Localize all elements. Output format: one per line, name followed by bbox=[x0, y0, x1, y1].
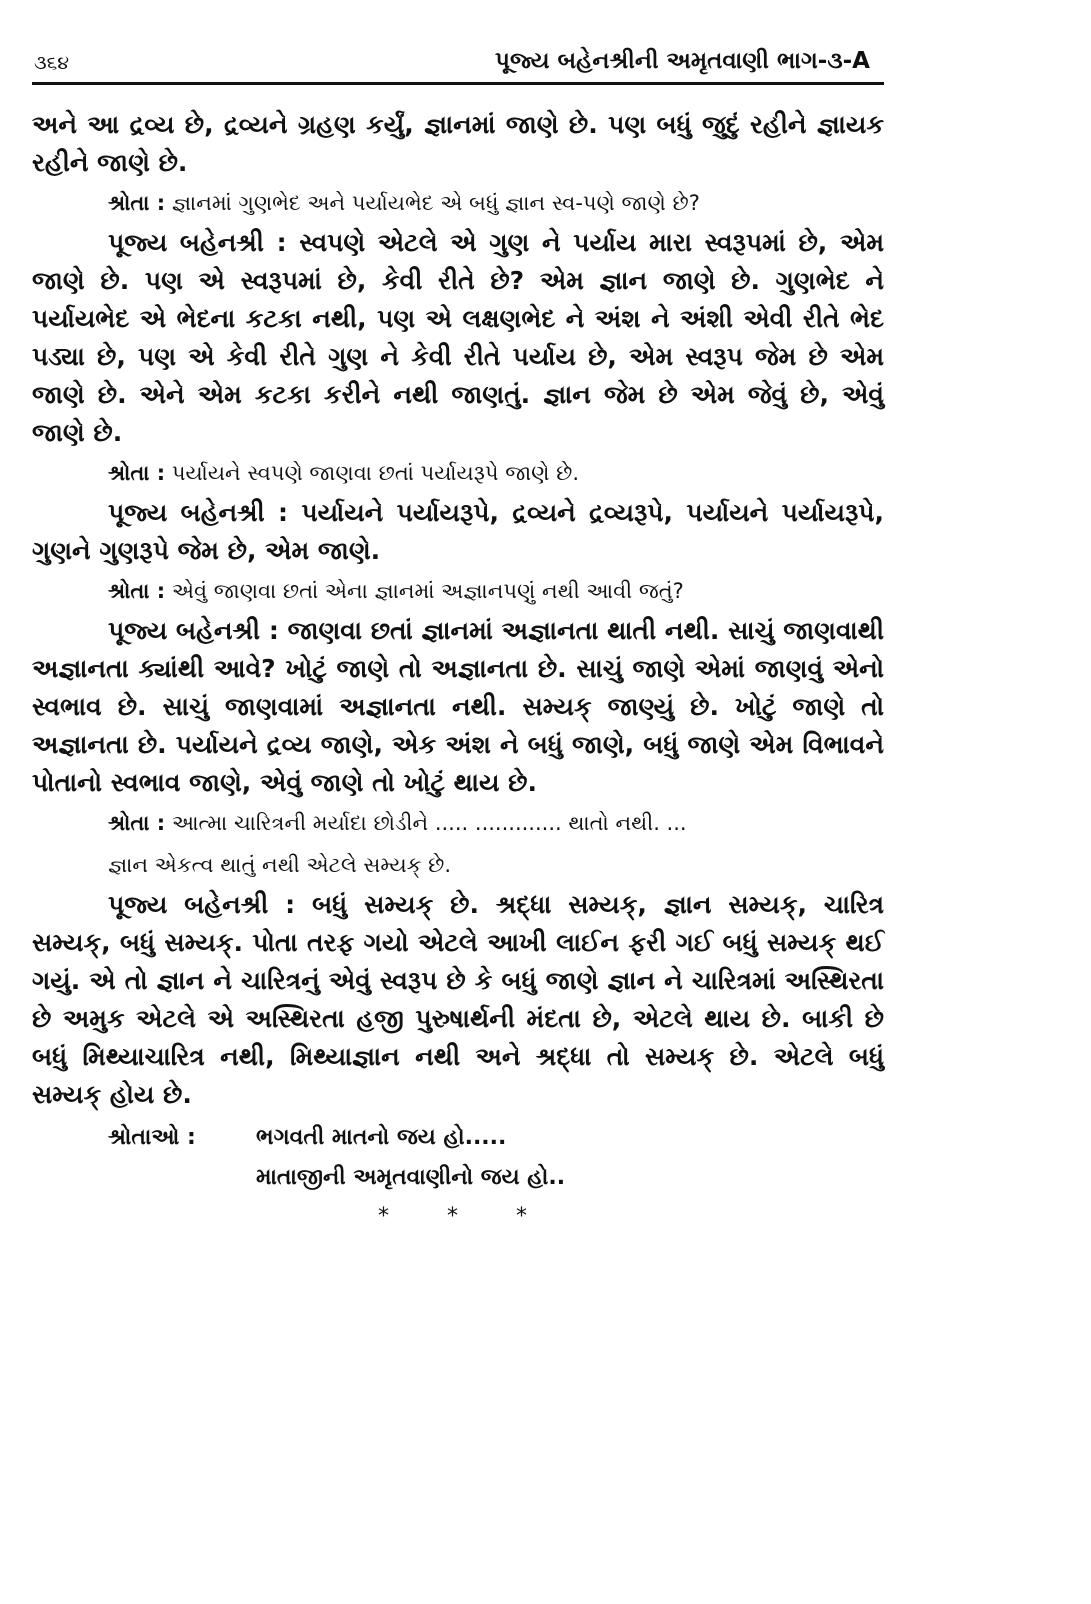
asterisk: * bbox=[378, 1204, 389, 1229]
asterisk: * bbox=[516, 1204, 527, 1229]
listener-question-continuation: જ્ઞાન એકત્વ થાતું નથી એટલે સમ્યક્ છે. bbox=[108, 853, 452, 877]
speaker-label: પૂજ્ય બહેનશ્રી : bbox=[108, 616, 279, 645]
running-title: પૂજ્ય બહેનશ્રીની અમૃતવાણી ભાગ-૩-A bbox=[495, 48, 870, 74]
listener-question: શ્રોતા : પર્યાયને સ્વપણે જાણવા છતાં પર્યાયરૂપે જાણે છે. bbox=[108, 461, 580, 485]
section-separator bbox=[32, 1204, 884, 1229]
closing-chant bbox=[32, 1118, 884, 1198]
closing-line: ભગવતી માતનો જય હો..... bbox=[256, 1125, 507, 1150]
speaker-label: શ્રોતાઓ : bbox=[108, 1125, 196, 1150]
speaker-label: શ્રોતા : bbox=[108, 579, 166, 603]
body-text bbox=[32, 106, 884, 1229]
bahenshri-answer: પૂજ્ય બહેનશ્રી : જાણવા છતાં જ્ઞાનમાં અજ્ઞાનતા થાતી નથી. સાચું જાણવાથી અજ્ઞાનતા ક્યાંથી આવે? ખોટું જાણે તો અજ્ઞાનતા છે. સાચું જાણે એમાં જાણવું એનો સ્વભાવ છે. સાચું જાણવામાં અજ્ઞાનતા નથી. સમ્યક્ જાણ્યું છે. ખોટું જાણે તો અજ્ઞાનતા છે. પર્યાયને દ્રવ્ય જાણે, એક અંશ ને બધું જાણે, બધું જાણે એમ વિભાવને પોતાનો સ્વભાવ જાણે, એવું જાણે તો ખોટું થાય છે. bbox=[32, 616, 884, 797]
page-number: ૩૬૪ bbox=[34, 52, 70, 74]
paragraph-continuation: અને આ દ્રવ્ય છે, દ્રવ્યને ગ્રહણ કર્યું, જ્ઞાનમાં જાણે છે. પણ બધું જુદું રહીને જ્ઞાયક રહીને જાણે છે. bbox=[32, 110, 884, 177]
speaker-label: શ્રોતા : bbox=[108, 461, 166, 485]
listener-question: શ્રોતા : જ્ઞાનમાં ગુણભેદ અને પર્યાયભેદ એ બધું જ્ઞાન સ્વ-પણે જાણે છે? bbox=[108, 191, 700, 215]
speaker-label: પૂજ્ય બહેનશ્રી : bbox=[108, 498, 289, 527]
page-header bbox=[32, 48, 884, 85]
speaker-label: પૂજ્ય બહેનશ્રી : bbox=[108, 890, 296, 919]
listener-question: શ્રોતા : એવું જાણવા છતાં એના જ્ઞાનમાં અજ્ઞાનપણું નથી આવી જતું? bbox=[108, 579, 684, 603]
bahenshri-answer: પૂજ્ય બહેનશ્રી : સ્વપણે એટલે એ ગુણ ને પર્યાય મારા સ્વરૂપમાં છે, એમ જાણે છે. પણ એ સ્વરૂપમાં છે, કેવી રીતે છે? એમ જ્ઞાન જાણે છે. ગુણભેદ ને પર્યાયભેદ એ ભેદના કટકા નથી, પણ એ લક્ષણભેદ ને અંશ ને અંશી એવી રીતે ભેદ પડ્યા છે, પણ એ કેવી રીતે ગુણ ને કેવી રીતે પર્યાય છે, એમ સ્વરૂપ જેમ છે એમ જાણે છે. એને એમ કટકા કરીને નથી જાણતું. જ્ઞાન જેમ છે એમ જેવું છે, એવું જાણે છે. bbox=[32, 228, 884, 447]
closing-line: માતાજીની અમૃતવાણીનો જય હો.. bbox=[256, 1165, 566, 1190]
speaker-label: શ્રોતા : bbox=[108, 191, 166, 215]
asterisk: * bbox=[447, 1204, 458, 1229]
speaker-label: પૂજ્ય બહેનશ્રી : bbox=[108, 228, 287, 257]
speaker-label: શ્રોતા : bbox=[108, 811, 166, 835]
bahenshri-answer: પૂજ્ય બહેનશ્રી : પર્યાયને પર્યાયરૂપે, દ્રવ્યને દ્રવ્યરૂપે, પર્યાયને પર્યાયરૂપે, ગુણને ગુણરૂપે જેમ છે, એમ જાણે. bbox=[32, 498, 884, 565]
bahenshri-answer: પૂજ્ય બહેનશ્રી : બધું સમ્યક્ છે. શ્રદ્ધા સમ્યક્, જ્ઞાન સમ્યક્, ચારિત્ર સમ્યક્, બધું સમ્યક્. પોતા તરફ ગયો એટલે આખી લાઈન ફરી ગઈ બધું સમ્યક્ થઈ ગયું. એ તો જ્ઞાન ને ચારિત્રનું એવું સ્વરૂપ છે કે બધું જાણે જ્ઞાન ને ચારિત્રમાં અસ્થિરતા છે અમુક એટલે એ અસ્થિરતા હજી પુરુષાર્થની મંદતા છે, એટલે થાય છે. બાકી છે બધું મિથ્યાચારિત્ર નથી, મિથ્યાજ્ઞાન નથી અને શ્રદ્ધા તો સમ્યક્ છે. એટલે બધું સમ્યક્ હોય છે. bbox=[32, 890, 885, 1109]
listener-question: શ્રોતા : આત્મા ચારિત્રની મર્યાદા છોડીને ..... ............. થાતો નથી. ... bbox=[108, 811, 687, 835]
